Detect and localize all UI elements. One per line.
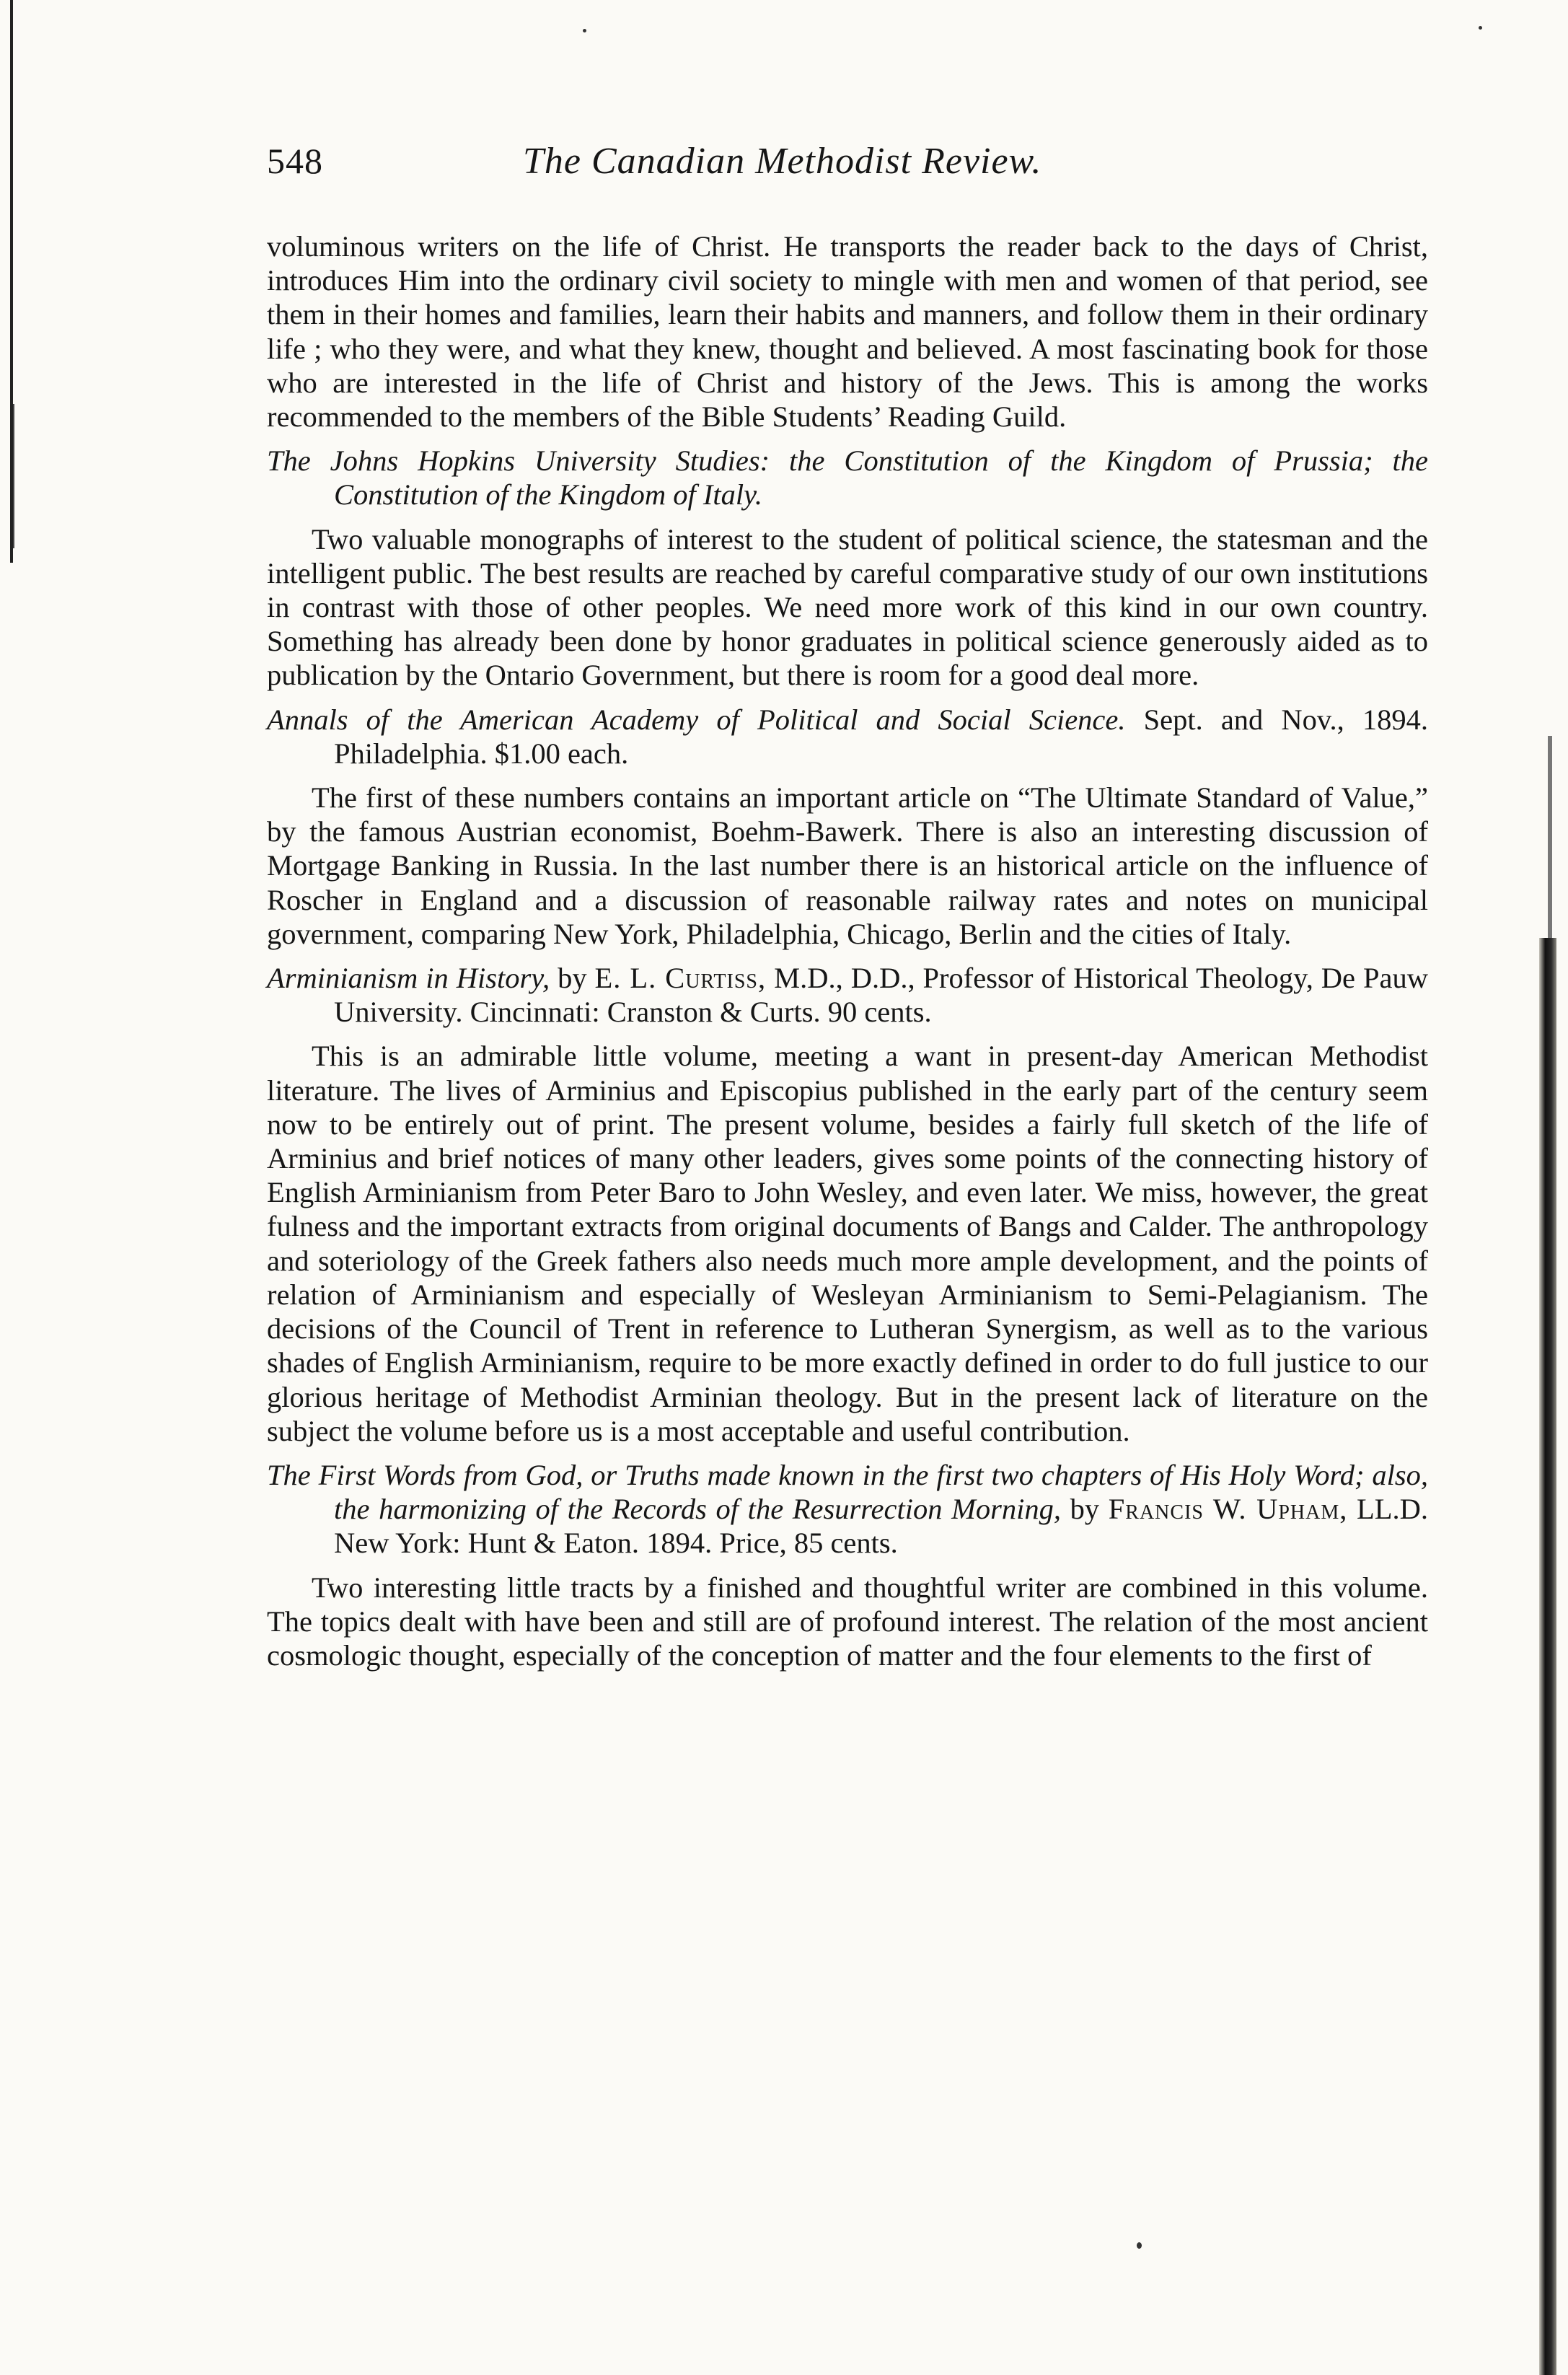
book-title: Annals of the American Academy of Political and Social Science. xyxy=(267,703,1126,736)
book-details: Sept. and Nov., 1894. Philadelphia. $1.00 each. xyxy=(334,703,1428,770)
book-details: M.D., D.D., Professor of Historical Theology, De Pauw University. Cincinnati: Cranston & Curts. 90 cents. xyxy=(334,962,1428,1029)
book-entry-arminianism xyxy=(267,961,1428,1029)
book-details: LL.D. New York: Hunt & Eaton. 1894. Price, 85 cents. xyxy=(334,1493,1429,1560)
scan-speck xyxy=(1479,26,1482,30)
book-author: E. L. Curtiss, xyxy=(594,962,767,995)
review-paragraph: Two interesting little tracts by a finished and thoughtful writer are combined in this volume. The topics dealt with have been and still are of profound interest. The relation of the most ancient cosmologic thought, especially of the conception of matter and the four elements to the first of xyxy=(267,1571,1428,1672)
book-by: by xyxy=(1070,1493,1100,1526)
book-entry-johns-hopkins xyxy=(267,444,1428,512)
page-number: 548 xyxy=(267,141,323,181)
paragraph-continued: voluminous writers on the life of Christ. He transports the reader back to the days of Christ, introduces Him into the ordinary civil society to mingle with men and women of that period, see them in their homes and families, learn their habits and manners, and follow them in their ordinary life ; who they were, and what they knew, thought and believed. A most fascinating book for those who are interested in the life of Christ and history of the Jews. This is among the works recommended to the members of the Bible Students’ Reading Guild. xyxy=(267,230,1428,434)
review-paragraph: This is an admirable little volume, meeting a want in present-day American Methodist literature. The lives of Arminius and Episcopius published in the early part of the century seem now to be entirely out of print. The present volume, besides a fairly full sketch of the life of Arminius and brief notices of many other leaders, gives some points of the connecting history of English Arminianism from Peter Baro to John Wesley, and even later. We miss, however, the great fulness and the important extracts from original documents of Bangs and Calder. The anthropology and soteriology of the Greek fathers also needs much more ample development, and the points of relation of Arminianism and especially of Wesleyan Arminianism to Semi-Pelagianism. The decisions of the Council of Trent in reference to Lutheran Synergism, as well as to the various shades of English Arminianism, require to be more exactly defined in order to do full justice to our glorious heritage of Methodist Arminian theology. But in the present lack of literature on the subject the volume before us is a most acceptable and useful contribution. xyxy=(267,1040,1428,1447)
scan-edge-right-mark xyxy=(1548,736,1552,952)
book-entry-first-words xyxy=(267,1458,1428,1560)
book-by: by xyxy=(558,962,587,995)
review-paragraph: The first of these numbers contains an important article on “The Ultimate Standard of Value,” by the famous Austrian economist, Boehm-Bawerk. There is also an interesting discussion of Mortgage Banking in Russia. In the last number there is an historical article on the influence of Roscher in England and a discussion of reasonable railway rates and notes on municipal government, comparing New York, Philadelphia, Chicago, Berlin and the cities of Italy. xyxy=(267,781,1428,950)
book-title: Arminianism in History, xyxy=(267,962,550,995)
book-title: The Johns Hopkins University Studies: the Constitution of the Kingdom of Prussia; the Constitution of the Kingdom of Italy. xyxy=(267,444,1428,512)
scan-edge-right xyxy=(1539,938,1556,2375)
scan-edge-left-mark xyxy=(13,404,14,548)
book-entry-annals xyxy=(267,703,1428,771)
body-text xyxy=(267,229,1428,1672)
scan-speck xyxy=(1137,2242,1142,2249)
book-author: Francis W. Upham, xyxy=(1108,1493,1348,1526)
scan-speck xyxy=(583,29,586,32)
review-paragraph: Two valuable monographs of interest to the student of political science, the statesman and the intelligent public. The best results are reached by careful comparative study of our own institutions in contrast with those of other peoples. We need more work of this kind in our own country. Something has already been done by honor graduates in political science generously aided as to publication by the Ontario Government, but there is room for a good deal more. xyxy=(267,522,1428,692)
book-title: The First Words from God, or Truths made known in the first two chapters of His Holy Word; also, the harmonizing of the Records of the Resurrection Morning, xyxy=(267,1458,1428,1526)
running-title: The Canadian Methodist Review. xyxy=(523,141,1042,182)
page-header xyxy=(267,140,1435,205)
